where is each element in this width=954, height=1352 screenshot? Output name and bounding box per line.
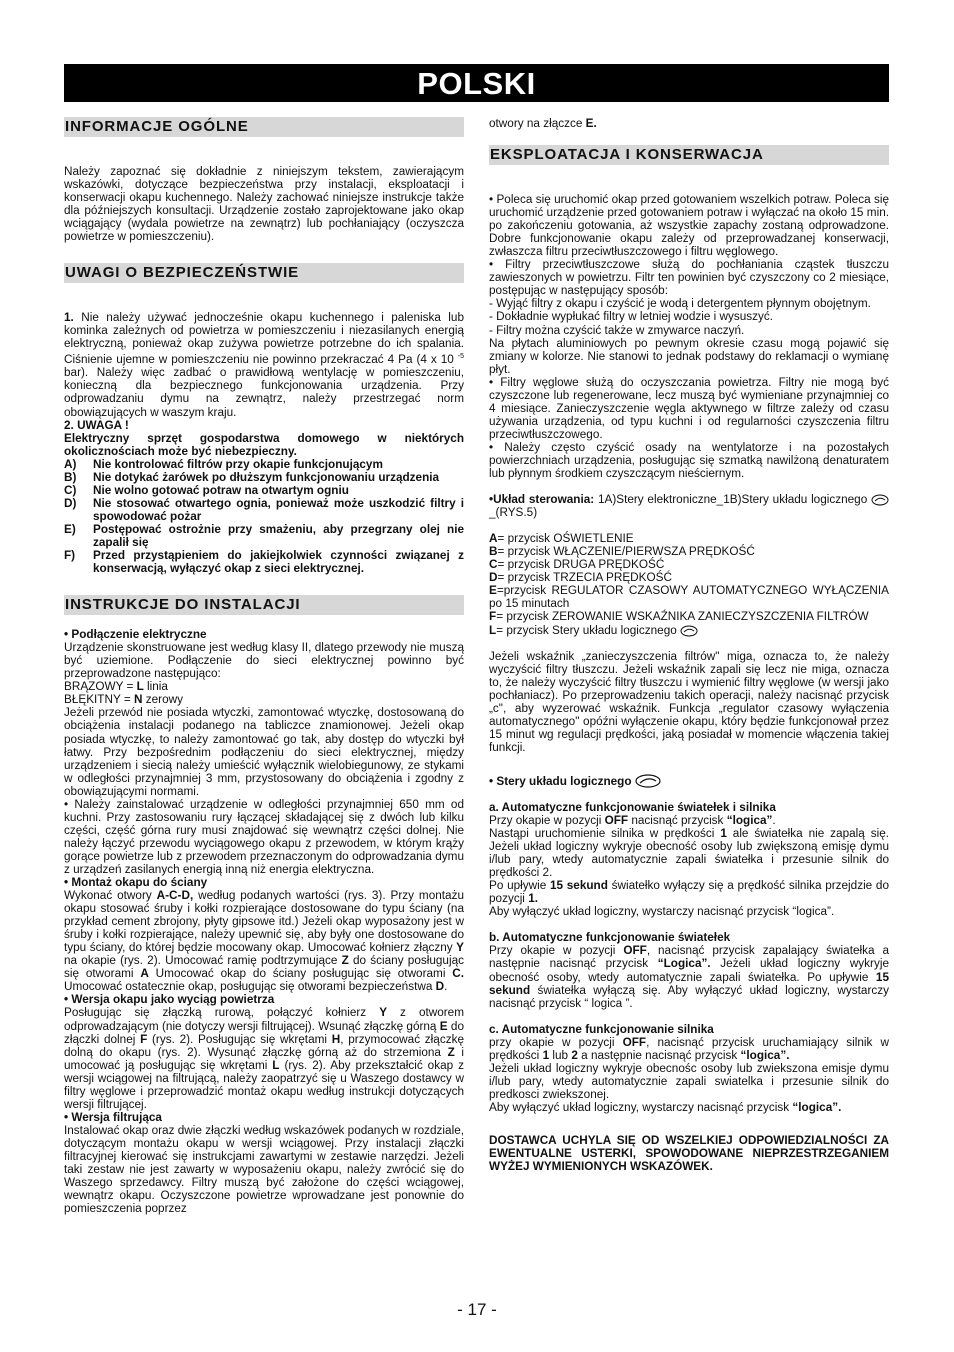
logica-logo-icon (680, 625, 698, 637)
montaz-text: Wykonać otwory A-C-D, według podanych wartości (rys. 3). Przy montażu okapu stosować śruby i kołki rozpierające dostosowane do typu ściany (na przykład cement zbrojony, płyty gipsowe itd.) Jeżeli okap wyposażony jest w śruby i kołki rozpierające, należy upewnić się, aby były one dostosowane do typu ściany, do której będzie mocowany okap. Umocować kołnierz złączny Y na okapie (rys. 2). Umocować ramię podtrzymujące Z do ściany posługując się otworami A Umocować okap do ściany posługując się otworami C. Umocować ostatecznie okap, posługując się otworami bezpieczeństwa D. (64, 889, 465, 994)
auto-c-text-3: Aby wyłączyć układ logiczny, wystarczy nacisnąć przycisk “logica”. (489, 1100, 842, 1114)
button-list (489, 532, 889, 636)
auto-a-title: a. Automatyczne funkcjonowanie światełek i silnika (489, 800, 776, 814)
eksploatacja-p2: • Filtry przeciwtłuszczowe służą do pochłaniania cząstek tłuszczu zawieszonych w powietrzu. Filtr ten powinien być czyszczony co 2 miesiące, postępując w następujący sposób: (489, 258, 889, 298)
button-item: C= przycisk DRUGA PRĘDKOŚĆ (489, 558, 665, 572)
warning-item: B) Nie dotykać żarówek po dłuższym funkcjonowaniu urządzenia (64, 470, 440, 484)
section-heading-eksploatacja: EKSPLOATACJA I KONSERWACJA (489, 145, 889, 165)
button-item: F= przycisk ZEROWANIE WSKAŹNIKA ZANIECZYSZCZENIA FILTRÓW (489, 610, 869, 624)
warning-item: E) Postępować ostrożnie przy smażeniu, aby przegrzany olej nie zapalił się (64, 522, 464, 549)
auto-a-text-1: Przy okapie w pozycji OFF nacisnąć przycisk “logica”. (489, 814, 776, 828)
auto-c-text-2: Jeżeli układ logiczny wykryje obecnośc osoby lub zwiekszona emisje dymu i/lub pary, wtedy automatycznie zapali swiatelka i przesunie silnik do predkosci zwiekszonej. (489, 1061, 889, 1101)
button-item: L= przycisk Stery układu logicznego (489, 624, 889, 637)
wersja-filtrujaca-title: • Wersja filtrująca (64, 1110, 162, 1124)
wersja-filtrujaca-text: Instalować okap oraz dwie złączki według wskazówek podanych w rozdziale, dotyczącym montażu okapu w wersji wciągowej. Przy instalacji złączki filtracyjnej kierować się instrukcjami zawartymi w zestawie narzędzi. Jeżeli taki zestaw nie jest zawarty w wyposażeniu okapu, należy zwrócić się do Waszego sprzedawcy. Filtry muszą być założone do części wciągowej, wewnątrz okapu. Oczyszczone powietrze wprowadzane jest ponownie do pomieszczenia poprzez (64, 1123, 464, 1216)
wersja-wyciag-text: Posługując się złączką rurową, połączyć kołnierz Y z otworem odprowadzającym (nie dotyczy wersji filtrującej). Wsunąć złączkę górną E do złączki dolnej F (rys. 2). Posługując się wkrętami H, przymocować złączkę dolną do okapu (rys. 2). Wysunąć złączkę górną aż do strzemiona Z i umocować ją posługując się wkrętami L (rys. 2). Aby przekształcić okap z wersji wciągowej na filtrującą, należy zaopatrzyć się u Waszego dostawcy w filtry węglowe i przeprowadzić montaż okapu według instrukcji dotyczących wersji filtrującej. (64, 1006, 464, 1111)
uwagi-point-2-intro: Elektryczny sprzęt gospodarstwa domowego w niektórych okolicznościach może być niebezpieczny. (64, 431, 464, 458)
auto-b-text: Przy okapie w pozycji OFF, nacisnąć przycisk zapalający światełka a następnie nacisnąć przycisk “Logica”. Jeżeli układ logiczny wykryje obecność osoby, wtedy automatycznie zapali światełka. Po upływie 15 sekund światełka wyłączą się. Aby wyłączyć układ logiczny, wystarczy nacisnąć przycisk “ logica ”. (489, 944, 889, 1010)
montaz-title: • Montaż okapu do ściany (64, 876, 208, 890)
stery-logicznego-title: • Stery układu logicznego (489, 774, 889, 788)
button-item: A= przycisk OŚWIETLENIE (489, 532, 634, 546)
wire-blue: BŁĘKITNY = N zerowy (64, 693, 183, 707)
auto-b-title: b. Automatyczne funkcjonowanie światełek (489, 931, 731, 945)
eksploatacja-p1: • Poleca się uruchomić okap przed gotowaniem wszelkich potraw. Poleca się uruchomić urządzenie przed gotowaniem potraw i wyłączać na około 15 min. po zakończeniu gotowania, aż wszystkie zapachy zostaną odprowadzone. Dobre funkcjonowanie okapu zależy od przeprowadzanej konserwacji, zwłaszcza filtru przeciwtłuszczowego i filtru węglowego. (489, 193, 889, 259)
wskaznik-text: Jeżeli wskaźnik „zanieczyszczenia filtrów" miga, oznacza to, że należy wyczyścić filtry tłuszczu. Jeżeli wskaźnik zapali się lecz nie miga, oznacza to, że należy wyczyścić filtry tłuszczu i wymienić filtry węglowe (w wersji jako pochłaniacz). Po przeprowadzeniu takich operacji, należy nacisnąć przycisk „c", aby wyzerować wskaźnik. Funkcja „regulator czasowy wyłączenia automatycznego" opóźni wyłączenie okapu, który będzie funkcjonował przez 15 minut wg regulacji prędkości, jaką posiadał w momencie włączenia takiej funkcji. (489, 649, 889, 754)
wersja-wyciag-title: • Wersja okapu jako wyciąg powietrza (64, 993, 275, 1007)
page-title: POLSKI (417, 66, 536, 101)
wtyczka-text: Jeżeli przewód nie posiada wtyczki, zamontować wtyczkę, dostosowaną do obciążenia instalacji podanego na tabliczce znamionowej. Jeżeli okap posiada wtyczkę, to należy zamontować go tak, aby dostęp do wtyczki był łatwy. Przy bezpośrednim podłączeniu do sieci elektrycznej, między urządzeniem i siecią należy umieścić wyłącznik wielobiegunowy, ze stykami w odległości przynajmniej 3 mm, przystosowany do obciążenia i zgodny z obowiązującymi normami. (64, 706, 464, 798)
page-title-banner (64, 64, 889, 102)
wire-brown: BRĄZOWY = L linia (64, 680, 168, 694)
eksploatacja-p7: • Filtry węglowe służą do oczyszczania powietrza. Filtry nie mogą być czyszczone lub regenerowane, lecz muszą być wymieniane przynajmniej co 4 miesiące. Zanieczyszczenie węgla aktywnego w filtrze zależy od czasu używania urządzenia, od typu kuchni i od regularności czyszczenia filtru przeciwtłuszczowego. (489, 375, 889, 441)
eksploatacja-p5: - Filtry można czyścić także w zmywarce naczyń. (489, 323, 745, 337)
page-number: - 17 - (457, 1300, 497, 1319)
section-heading-uwagi: UWAGI O BEZPIECZEŃSTWIE (64, 263, 464, 283)
eksploatacja-p6: Na płytach aluminiowych po pewnym okresie czasu mogą pojawić się zmiany w kolorze. Nie stanowi to jednak podstawy do reklamacji o wymianę płyt. (489, 336, 889, 376)
button-item: B= przycisk WŁĄCZENIE/PIERWSZA PRĘDKOŚĆ (489, 545, 755, 559)
left-column (64, 117, 464, 1215)
auto-c-title: c. Automatyczne funkcjonowanie silnika (489, 1022, 714, 1036)
warning-list (64, 458, 464, 575)
informacje-text: Należy zapoznać się dokładnie z niniejszym tekstem, zawierającym wskazówki, dotyczące bezpieczeństwa przy instalacji, eksploatacji i konserwacji okapu kuchennego. Należy zachować niniejsze instrukcje także dla późniejszych konsultacji. Urządzenie zostało zaprojektowane jako okap wciągający (wydala powietrze na zewnątrz) lub pochłaniający (oczyszcza powietrze w pomieszczeniu). (64, 165, 464, 244)
eksploatacja-p4: - Dokładnie wypłukać filtry w letniej wodzie i wysuszyć. (489, 310, 774, 324)
right-column (489, 117, 889, 1173)
warning-item: F) Przed przystąpieniem do jakiejkolwiek czynności związanej z konserwacją, wyłączyć okap z sieci elektrycznej. (64, 549, 464, 576)
auto-a-text-2: Nastąpi uruchomienie silnika w prędkości 1 ale światełka nie zapalą się. Jeżeli układ logiczny wykryje obecność osoby lub zwiększoną emisję dymu i/lub pary, wtedy automatycznie zapali światełka i przesunie silnik do prędkości 2. (489, 827, 889, 880)
auto-c-text-1: przy okapie w pozycji OFF, nacisnąć przycisk uruchamiający silnik w prędkości 1 lub 2 a następnie nacisnąć przycisk “logica”. (489, 1035, 889, 1062)
button-item: D= przycisk TRZECIA PRĘDKOŚĆ (489, 571, 672, 585)
button-item: E=przycisk REGULATOR CZASOWY AUTOMATYCZNEGO WYŁĄCZENIA po 15 minutach (489, 584, 889, 611)
warning-item: D) Nie stosować otwartego ognia, ponieważ może uszkodzić filtry i spowodować pożar (64, 496, 464, 523)
uwagi-point-1: 1. Nie należy używać jednocześnie okapu kuchennego i paleniska lub kominka zależnych od powietrza w pomieszczeniu i niezasilanych energią elektryczną, ponieważ okap zużywa powietrze potrzebne do ich spalania. Ciśnienie ujemne w pomieszczeniu nie powinno przekraczać 4 Pa (4 x 10 $^{-5}$ bar). Należy więc zadbać o prawidłową wentylację w pomieszczeniu, konieczną dla bezpiecznego funkcjonowania urządzenia. Przy odprowadzaniu dymu na zewnątrz, należy przestrzegać norm obowiązujących w waszym kraju. (64, 311, 464, 419)
eksploatacja-p8: • Należy często czyścić osady na wentylatorze i na pozostałych powierzchniach urządzenia, posługując się szmatką nawilżoną denaturatem lub płynnym środkiem czyszczącym nieściernym. (489, 440, 889, 481)
podlaczenie-title: • Podłączenie elektryczne (64, 628, 207, 642)
auto-a-text-4: Aby wyłączyć układ logiczny, wystarczy nacisnąć przycisk “logica”. (489, 905, 835, 919)
odleglosc-text: • Należy zainstalować urządzenie w odległości przynajmniej 650 mm od kuchni. Przy zastosowaniu rury łączącej składającej się z dwóch lub kilku części, część górna rury musi znajdować się wewnątrz części dolnej. Nie należy łączyć przewodu wyciągowego okapu z przewodem, w którym krąży gorące powietrze lub z przewodem przeznaczonym do odprowadzania dymu z urządzeń zasilanych energią inną niż energia elektryczna. (64, 797, 464, 876)
continued-text: otwory na złączce E. (489, 117, 597, 130)
logica-logo-icon (635, 774, 661, 788)
logica-logo-icon (871, 494, 889, 506)
warning-item: C) Nie wolno gotować potraw na otwartym ogniu (64, 483, 349, 497)
warning-item: A) Nie kontrolować filtrów przy okapie funkcjonującym (64, 457, 383, 471)
uklad-sterowania: •Układ sterowania: 1A)Stery elektroniczne_1B)Stery układu logicznego _(RYS.5) (489, 493, 889, 519)
section-heading-informacje: INFORMACJE OGÓLNE (64, 117, 464, 137)
uwagi-point-2-title: 2. UWAGA ! (64, 418, 129, 432)
podlaczenie-text: Urządzenie skonstruowane jest według klasy II, dlatego przewody nie muszą być uziemione. Podłączenie do sieci elektrycznej powinno być przeprowadzone następująco: (64, 641, 464, 681)
eksploatacja-p3: - Wyjąć filtry z okapu i czyścić je wodą i detergentem płynnym obojętnym. (489, 297, 871, 311)
section-heading-instrukcje: INSTRUKCJE DO INSTALACJI (64, 595, 464, 615)
disclaimer: DOSTAWCA UCHYLA SIĘ OD WSZELKIEJ ODPOWIEDZIALNOŚCI ZA EWENTUALNE USTERKI, SPOWODOWANE NIEPRZESTRZEGANIEM WYŻEJ WYMIENIONYCH WSKAZÓWEK. (489, 1134, 889, 1174)
auto-a-text-3: Po upływie 15 sekund światełko wyłączy się a prędkość silnika przejdzie do pozycji 1. (489, 879, 889, 906)
